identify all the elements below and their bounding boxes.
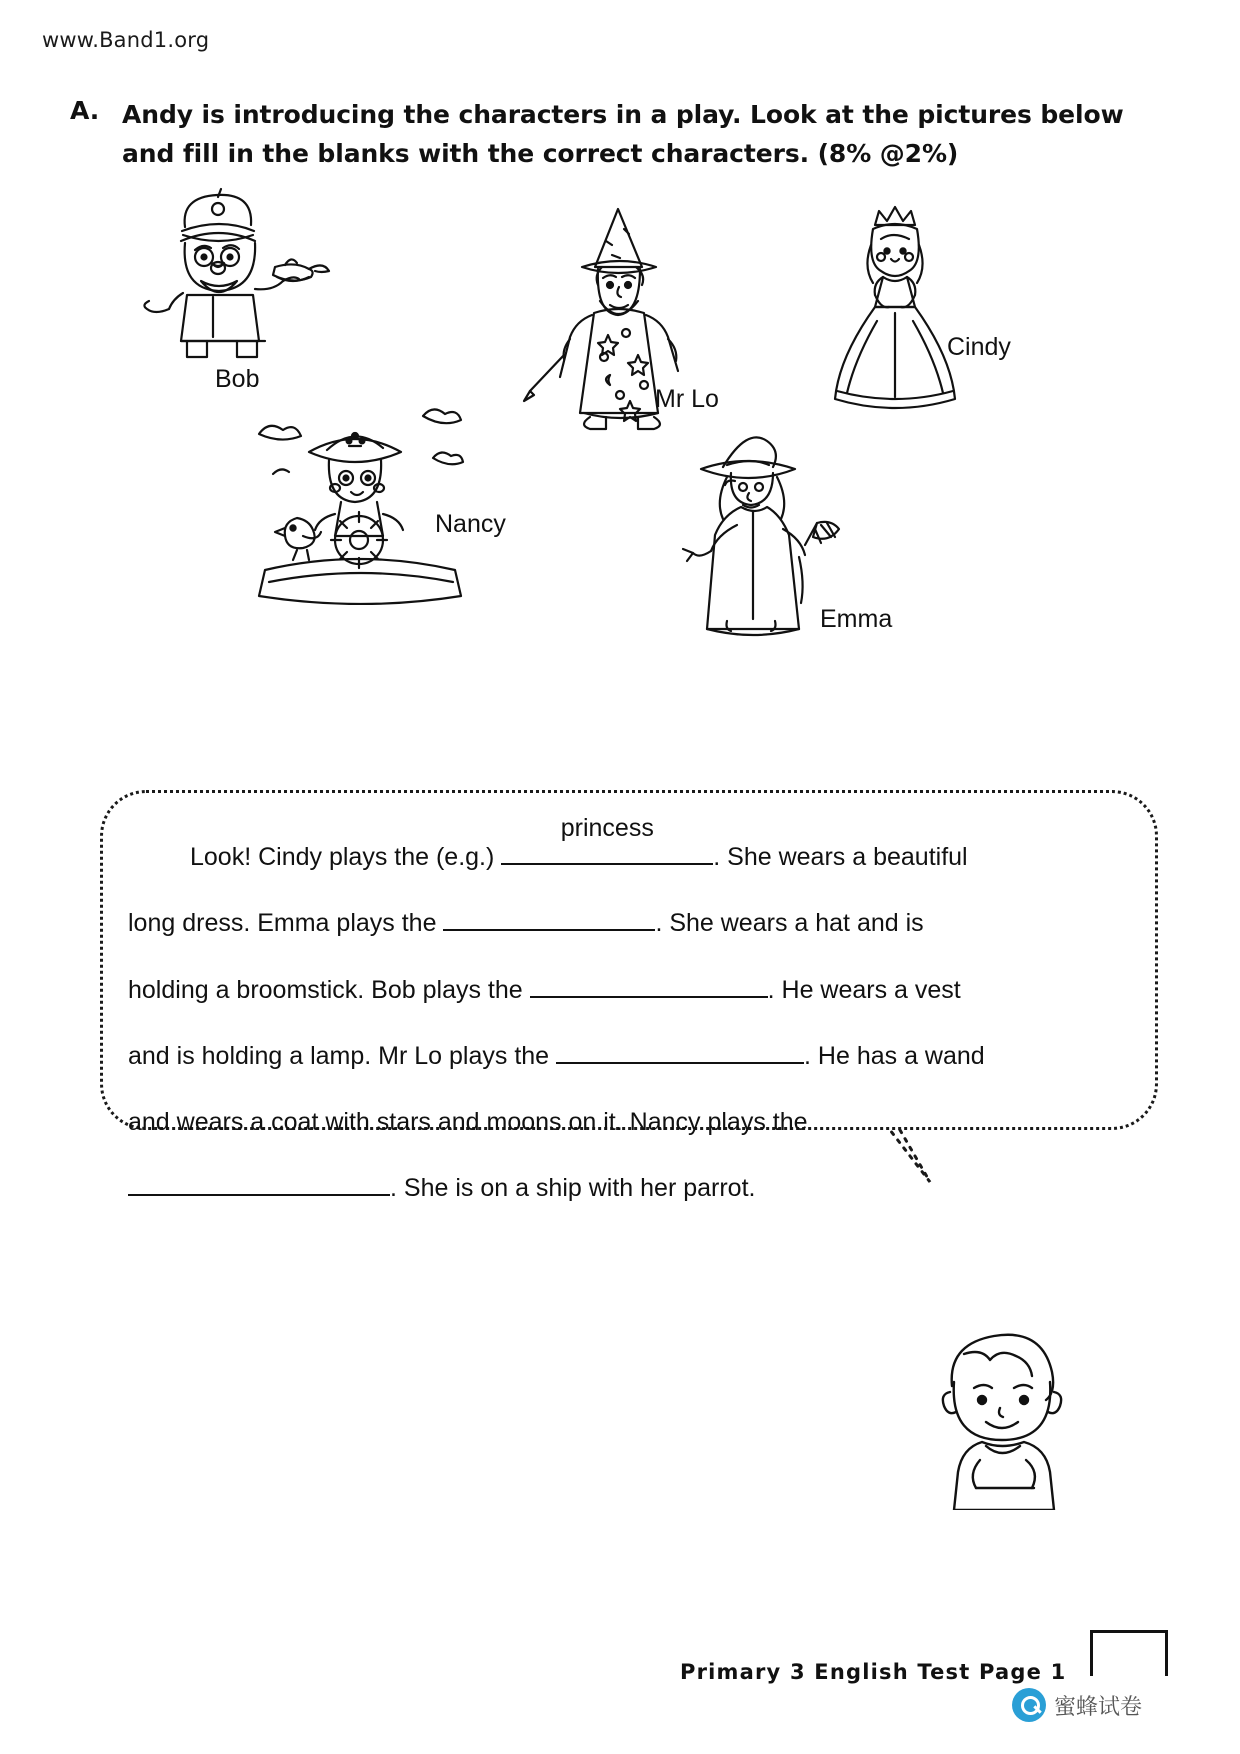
figure-princess-cindy bbox=[825, 195, 1011, 415]
blank-2[interactable] bbox=[530, 968, 768, 998]
blank-4[interactable] bbox=[128, 1167, 390, 1197]
figure-label-cindy: Cindy bbox=[947, 333, 1011, 361]
passage-line3-b: . He wears a vest bbox=[767, 975, 961, 1004]
passage-line2-b: . She wears a hat and is bbox=[655, 909, 924, 938]
search-icon bbox=[1012, 1688, 1046, 1722]
figure-label-nancy: Nancy bbox=[435, 510, 506, 538]
score-box bbox=[1090, 1630, 1168, 1676]
figure-genie-bob bbox=[125, 185, 340, 393]
speech-bubble-container bbox=[100, 790, 1160, 1203]
figure-label-mr-lo: Mr Lo bbox=[655, 385, 719, 413]
passage-line3-a: holding a broomstick. Bob plays the bbox=[128, 975, 523, 1004]
blank-1[interactable] bbox=[443, 902, 655, 932]
fill-in-blanks-passage bbox=[128, 813, 1128, 1222]
question-block bbox=[70, 96, 1160, 174]
passage-line6-b: . She is on a ship with her parrot. bbox=[390, 1174, 756, 1203]
figure-pirate-nancy bbox=[245, 400, 506, 605]
passage-line1-b: . She wears a beautiful bbox=[713, 843, 968, 871]
passage-line1-a: Look! Cindy plays the (e.g.) bbox=[190, 843, 495, 871]
figure-boy-andy bbox=[920, 1320, 1100, 1510]
figure-wizard-mr-lo bbox=[520, 205, 720, 445]
character-illustrations bbox=[0, 185, 1240, 685]
figure-witch-emma bbox=[675, 425, 893, 645]
page-footer: Primary 3 English Test Page 1 bbox=[680, 1660, 1067, 1684]
passage-line5: and wears a coat with stars and moons on it. Nancy plays the bbox=[128, 1108, 808, 1136]
site-url: www.Band1.org bbox=[42, 28, 210, 52]
blank-example[interactable] bbox=[501, 813, 713, 866]
blank-3[interactable] bbox=[556, 1034, 804, 1064]
blank-example-answer: princess bbox=[560, 813, 654, 842]
watermark-text: 蜜蜂试卷 bbox=[1054, 1694, 1143, 1720]
passage-line4-b: . He has a wand bbox=[804, 1041, 985, 1070]
figure-label-emma: Emma bbox=[820, 605, 893, 633]
passage-line2-a: long dress. Emma plays the bbox=[128, 909, 437, 938]
passage-line4-a: and is holding a lamp. Mr Lo plays the bbox=[128, 1041, 550, 1070]
question-instruction: Andy is introducing the characters in a play. Look at the pictures below and fill in the blanks with the correct characters. (8% @2%) bbox=[122, 100, 1124, 168]
question-letter: A. bbox=[70, 96, 100, 125]
figure-label-bob: Bob bbox=[215, 365, 260, 393]
watermark bbox=[1012, 1688, 1142, 1722]
